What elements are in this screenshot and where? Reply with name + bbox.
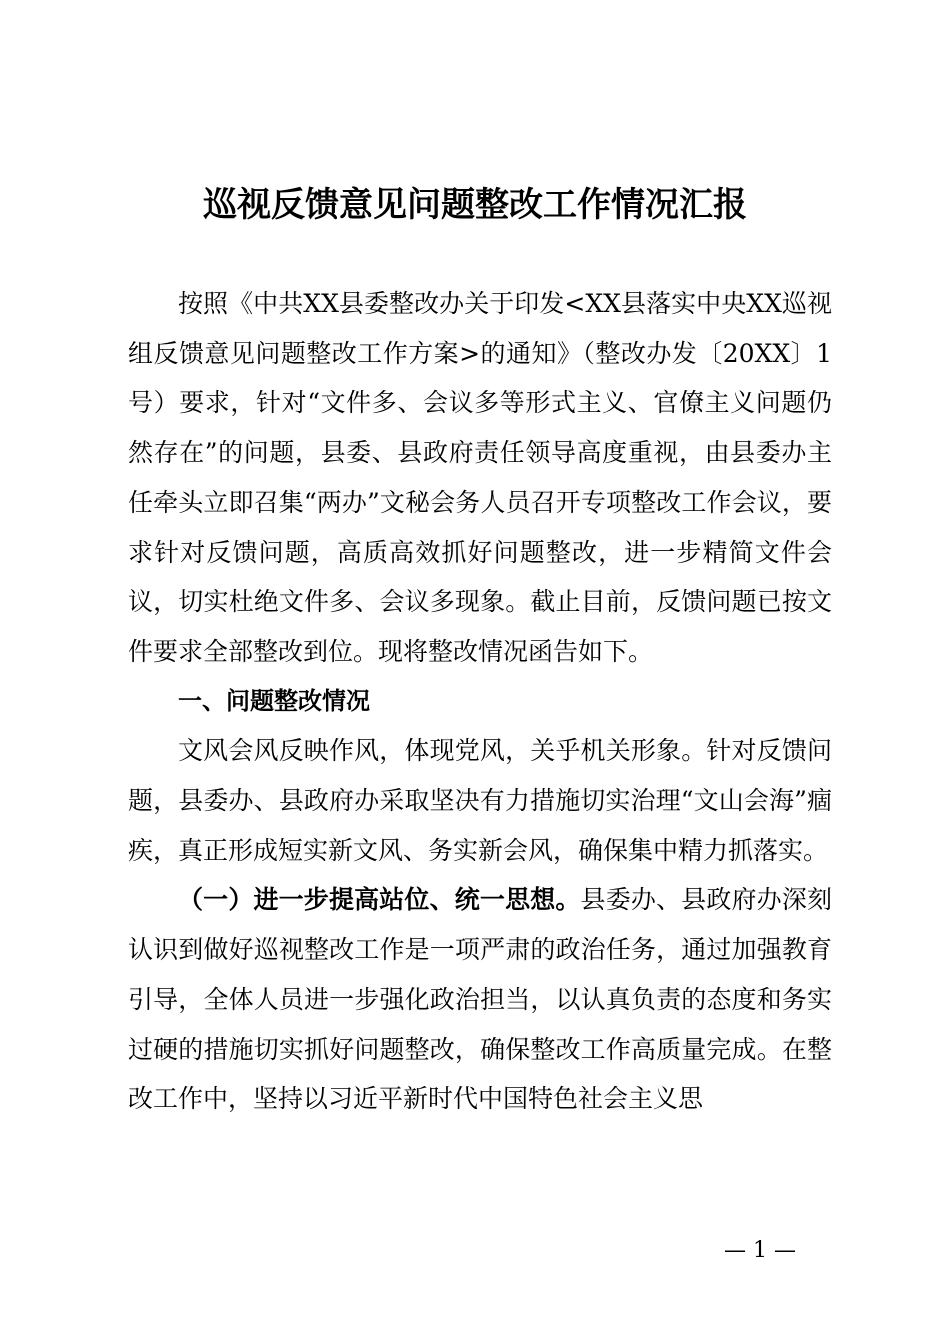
section-heading: 一、问题整改情况 (178, 686, 370, 715)
document-title: 巡视反馈意见问题整改工作情况汇报 (203, 185, 747, 225)
page-number: — 1 — (724, 1238, 796, 1263)
subsection-text: 县委办、县政府办深刻认识到做好巡视整改工作是一项严肃的政治任务，通过加强教育引导，全体人员进一步强化政治担当，以认真负责的态度和务实过硬的措施切实抓好问题整改，确保整改工作高质量完成。在整改工作中，坚持以习近平新时代中国特色社会主义思 (128, 885, 832, 1114)
subsection-paragraph (128, 875, 832, 1124)
document-body (128, 279, 832, 1124)
section-paragraph: 文风会风反映作风，体现党风，关乎机关形象。针对反馈问题，县委办、县政府办采取坚决有力措施切实治理“文山会海”痼疾，真正形成短实新文风、务实新会风，确保集中精力抓落实。 (128, 736, 832, 865)
subsection-heading: （一）进一步提高站位、统一思想。 (178, 885, 581, 915)
intro-paragraph: 按照《中共XX县委整改办关于印发<XX县落实中央XX巡视组反馈意见问题整改工作方案>的通知》（整改办发〔20XX〕1号）要求，针对“文件多、会议多等形式主义、官僚主义问题仍然存在”的问题，县委、县政府责任领导高度重视，由县委办主任牵头立即召集“两办”文秘会务人员召开专项整改工作会议，要求针对反馈问题，高质高效抓好问题整改，进一步精简文件会议，切实杜绝文件多、会议多现象。截止目前，反馈问题已按文件要求全部整改到位。现将整改情况函告如下。 (128, 289, 832, 666)
